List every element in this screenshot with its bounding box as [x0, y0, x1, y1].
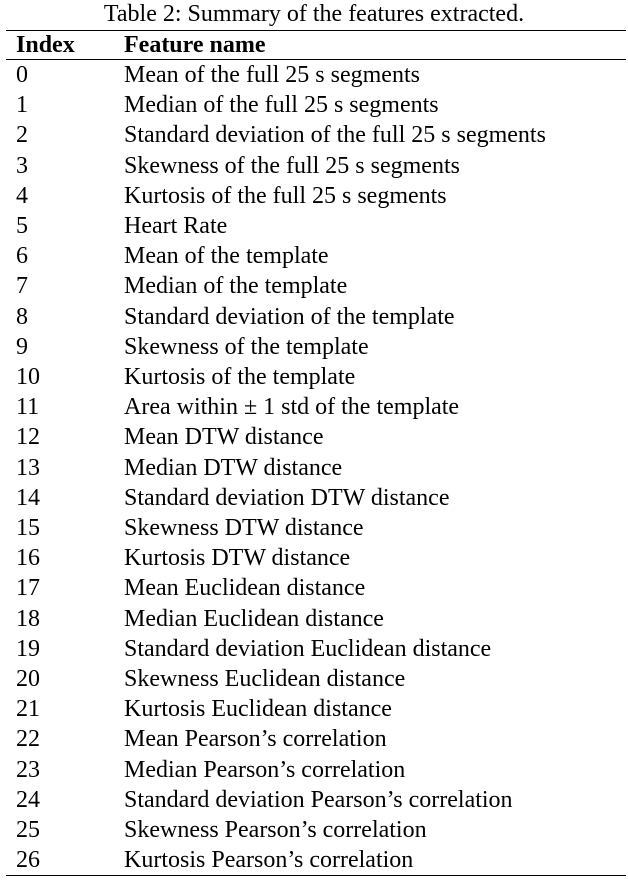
- cell-index: 10: [16, 364, 40, 391]
- table-row: [6, 271, 626, 301]
- cell-feature-name: Area within ± 1 std of the template: [124, 394, 460, 421]
- cell-index: 22: [16, 726, 40, 753]
- cell-index: 3: [16, 152, 28, 179]
- features-table-container: [6, 30, 626, 876]
- cell-feature-name: Kurtosis Pearson’s correlation: [124, 845, 626, 876]
- cell-feature-name: Mean of the full 25 s segments: [124, 62, 420, 88]
- table-row: [6, 211, 626, 241]
- cell-feature-name: Median Euclidean distance: [124, 605, 384, 632]
- table-row: [6, 120, 626, 150]
- cell-feature-name: Mean of the template: [124, 243, 329, 270]
- cell-feature-name: Mean Euclidean distance: [124, 575, 366, 602]
- cell-feature-name: Median DTW distance: [124, 454, 343, 481]
- cell-index: 20: [16, 666, 40, 693]
- table-row: [6, 543, 626, 573]
- cell-index: 11: [16, 394, 40, 421]
- cell-feature-name: Skewness of the template: [124, 333, 369, 360]
- table-caption: Table 2: Summary of the features extracted.: [103, 1, 525, 27]
- table-row: [6, 241, 626, 271]
- cell-index: 19: [16, 635, 40, 662]
- table-body: [6, 60, 626, 876]
- column-header-index: Index: [6, 31, 124, 60]
- cell-index: 25: [16, 817, 40, 844]
- cell-index: 14: [16, 484, 40, 511]
- cell-index: 16: [16, 545, 40, 572]
- cell-index: 5: [16, 213, 28, 240]
- cell-index: 18: [16, 605, 40, 632]
- table-row: [6, 604, 626, 634]
- table-row: [6, 724, 626, 754]
- table-row: [6, 483, 626, 513]
- cell-feature-name: Heart Rate: [124, 213, 228, 240]
- cell-index: 26: [6, 845, 124, 876]
- cell-feature-name: Standard deviation of the full 25 s segments: [124, 122, 546, 149]
- cell-index: 1: [16, 92, 28, 119]
- table-row: [6, 422, 626, 452]
- cell-feature-name: Skewness DTW distance: [124, 515, 364, 542]
- cell-index: 13: [16, 454, 40, 481]
- table-row: [6, 90, 626, 120]
- cell-index: 0: [16, 62, 28, 88]
- table-row: [6, 302, 626, 332]
- cell-feature-name: Median of the template: [124, 273, 348, 300]
- cell-feature-name: Mean Pearson’s correlation: [124, 726, 387, 753]
- cell-feature-name: Standard deviation of the template: [124, 303, 455, 330]
- cell-index: 9: [16, 333, 28, 360]
- cell-index: 8: [16, 303, 28, 330]
- cell-feature-name: Standard deviation DTW distance: [124, 484, 450, 511]
- cell-index: 4: [16, 182, 28, 209]
- table-row: [6, 453, 626, 483]
- cell-feature-name: Standard deviation Euclidean distance: [124, 635, 492, 662]
- cell-feature-name: Skewness of the full 25 s segments: [124, 152, 460, 179]
- table-row: [6, 845, 626, 876]
- cell-feature-name: Kurtosis Euclidean distance: [124, 696, 392, 723]
- table-row: [6, 392, 626, 422]
- table-row: [6, 332, 626, 362]
- features-table: [6, 30, 626, 876]
- cell-feature-name: Mean DTW distance: [124, 424, 324, 451]
- cell-index: 7: [16, 273, 28, 300]
- cell-index: 15: [16, 515, 40, 542]
- cell-feature-name: Standard deviation Pearson’s correlation: [124, 786, 513, 813]
- cell-index: 21: [16, 696, 40, 723]
- cell-index: 2: [16, 122, 28, 149]
- table-row: [6, 755, 626, 785]
- table-row: [6, 151, 626, 181]
- cell-index: 24: [16, 786, 40, 813]
- cell-index: 23: [16, 756, 40, 783]
- table-row: [6, 815, 626, 845]
- cell-feature-name: Skewness Pearson’s correlation: [124, 817, 427, 844]
- column-header-feature-name: Feature name: [124, 31, 626, 60]
- table-row: [6, 573, 626, 603]
- table-row: [6, 664, 626, 694]
- table-row: [6, 362, 626, 392]
- table-row: [6, 694, 626, 724]
- cell-feature-name: Skewness Euclidean distance: [124, 666, 406, 693]
- cell-index: 6: [16, 243, 28, 270]
- table-row: [6, 181, 626, 211]
- table-row: [6, 785, 626, 815]
- table-row: [6, 60, 626, 91]
- cell-feature-name: Median of the full 25 s segments: [124, 92, 439, 119]
- header-row: [6, 31, 626, 60]
- table-row: [6, 634, 626, 664]
- cell-feature-name: Median Pearson’s correlation: [124, 756, 406, 783]
- cell-feature-name: Kurtosis DTW distance: [124, 545, 351, 572]
- cell-feature-name: Kurtosis of the template: [124, 364, 356, 391]
- table-header: [6, 31, 626, 60]
- cell-index: 17: [16, 575, 40, 602]
- cell-feature-name: Kurtosis of the full 25 s segments: [124, 182, 447, 209]
- table-row: [6, 513, 626, 543]
- cell-index: 12: [16, 424, 40, 451]
